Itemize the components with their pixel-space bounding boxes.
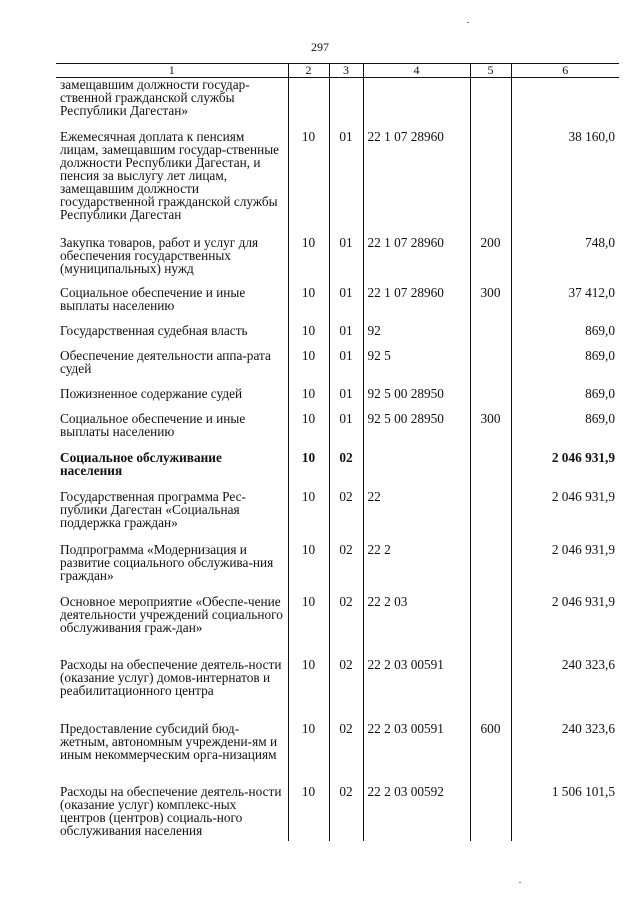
row-description: Пожизненное содержание судей — [60, 386, 243, 401]
table-row — [56, 658, 619, 722]
row-description: Социальное обслуживание населения — [60, 450, 222, 478]
row-description: Расходы на обеспечение деятель-ности (оказание услуг) комплекс-ных центров (центров) социаль-ного обслуживания населения — [60, 784, 282, 838]
row-section: 10 — [288, 387, 329, 412]
row-subsection: 02 — [329, 658, 363, 722]
row-target-code: 22 2 03 — [363, 595, 470, 658]
row-expense-type — [470, 785, 511, 841]
row-section: 10 — [288, 349, 329, 387]
column-header-4: 4 — [363, 64, 470, 78]
column-header-row — [56, 64, 619, 78]
row-amount: 869,0 — [511, 387, 619, 412]
row-description: Социальное обеспечение и иные выплаты населению — [60, 285, 246, 313]
row-expense-type — [470, 78, 511, 131]
row-expense-type: 300 — [470, 286, 511, 324]
column-header-3: 3 — [329, 64, 363, 78]
row-section: 10 — [288, 785, 329, 841]
table-row — [56, 785, 619, 841]
budget-table — [56, 63, 619, 841]
row-subsection: 02 — [329, 595, 363, 658]
table-row — [56, 595, 619, 658]
row-target-code — [363, 451, 470, 490]
column-header-5: 5 — [470, 64, 511, 78]
row-target-code: 22 2 03 00591 — [363, 722, 470, 785]
row-section: 10 — [288, 412, 329, 451]
column-header-6: 6 — [511, 64, 619, 78]
row-amount: 38 160,0 — [511, 130, 619, 236]
row-subsection: 01 — [329, 387, 363, 412]
row-subsection: 01 — [329, 286, 363, 324]
row-target-code: 92 5 00 28950 — [363, 412, 470, 451]
table-row — [56, 387, 619, 412]
row-subsection: 01 — [329, 236, 363, 286]
row-section: 10 — [288, 658, 329, 722]
row-amount: 37 412,0 — [511, 286, 619, 324]
row-amount: 240 323,6 — [511, 658, 619, 722]
row-target-code: 92 5 — [363, 349, 470, 387]
row-section: 10 — [288, 543, 329, 595]
table-row — [56, 349, 619, 387]
row-section: 10 — [288, 451, 329, 490]
row-target-code: 22 1 07 28960 — [363, 130, 470, 236]
row-target-code: 92 — [363, 324, 470, 349]
row-subsection: 02 — [329, 543, 363, 595]
row-description: Обеспечение деятельности аппа-рата судей — [60, 348, 271, 376]
row-expense-type — [470, 543, 511, 595]
row-subsection: 02 — [329, 722, 363, 785]
row-amount: 240 323,6 — [511, 722, 619, 785]
row-description: Ежемесячная доплата к пенсиям лицам, замещавшим государ-ственные должности Республики Дагестан, и пенсия за выслугу лет лицам, замещавшим должности государственной гражданской службы Республики Дагестан — [60, 129, 280, 222]
row-target-code: 22 1 07 28960 — [363, 286, 470, 324]
row-section — [288, 78, 329, 131]
row-section: 10 — [288, 236, 329, 286]
row-subsection — [329, 78, 363, 131]
table-row — [56, 490, 619, 543]
row-expense-type — [470, 324, 511, 349]
table-row — [56, 236, 619, 286]
row-expense-type — [470, 130, 511, 236]
row-description: Закупка товаров, работ и услуг для обеспечения государственных (муниципальных) нужд — [60, 235, 259, 276]
row-section: 10 — [288, 130, 329, 236]
row-section: 10 — [288, 286, 329, 324]
row-expense-type — [470, 658, 511, 722]
row-target-code: 22 2 03 00592 — [363, 785, 470, 841]
table-row — [56, 543, 619, 595]
row-description: Социальное обеспечение и иные выплаты населению — [60, 411, 246, 439]
table-row — [56, 78, 619, 131]
table-row — [56, 130, 619, 236]
row-description: Основное мероприятие «Обеспе-чение деятельности учреждений социального обслуживания граж-дан» — [60, 594, 283, 635]
page-number: 297 — [311, 40, 329, 54]
row-amount: 869,0 — [511, 412, 619, 451]
row-target-code: 22 1 07 28960 — [363, 236, 470, 286]
row-amount — [511, 78, 619, 131]
row-description: Расходы на обеспечение деятель-ности (оказание услуг) домов-интернатов и реабилитационного центра — [60, 657, 282, 698]
row-subsection: 02 — [329, 490, 363, 543]
row-amount: 1 506 101,5 — [511, 785, 619, 841]
row-description: замещавшим должности государ-ственной гражданской службы Республики Дагестан» — [60, 77, 250, 118]
row-section: 10 — [288, 722, 329, 785]
row-amount: 2 046 931,9 — [511, 451, 619, 490]
row-expense-type — [470, 387, 511, 412]
row-subsection: 02 — [329, 451, 363, 490]
row-amount: 869,0 — [511, 349, 619, 387]
row-amount: 2 046 931,9 — [511, 595, 619, 658]
row-section: 10 — [288, 490, 329, 543]
row-subsection: 01 — [329, 412, 363, 451]
row-description: Предоставление субсидий бюд-жетным, автономным учреждени-ям и иным некоммерческим орга-низациям — [60, 721, 278, 762]
row-expense-type — [470, 490, 511, 543]
row-expense-type: 300 — [470, 412, 511, 451]
scan-mark — [519, 882, 521, 883]
row-description: Государственная судебная власть — [60, 323, 248, 338]
row-description: Государственная программа Рес-публики Дагестан «Социальная поддержка граждан» — [60, 489, 246, 530]
table-row — [56, 722, 619, 785]
row-subsection: 01 — [329, 324, 363, 349]
table-row — [56, 412, 619, 451]
table-body — [56, 78, 619, 842]
column-header-1: 1 — [56, 64, 288, 78]
row-subsection: 02 — [329, 785, 363, 841]
row-target-code: 22 — [363, 490, 470, 543]
row-section: 10 — [288, 595, 329, 658]
row-subsection: 01 — [329, 349, 363, 387]
column-header-2: 2 — [288, 64, 329, 78]
row-target-code: 22 2 — [363, 543, 470, 595]
row-target-code: 92 5 00 28950 — [363, 387, 470, 412]
row-expense-type — [470, 595, 511, 658]
row-section: 10 — [288, 324, 329, 349]
row-expense-type — [470, 349, 511, 387]
scan-mark — [467, 22, 469, 23]
row-target-code: 22 2 03 00591 — [363, 658, 470, 722]
row-expense-type: 200 — [470, 236, 511, 286]
row-target-code — [363, 78, 470, 131]
row-description: Подпрограмма «Модернизация и развитие социального обслужива-ния граждан» — [60, 542, 274, 583]
table-row — [56, 286, 619, 324]
row-expense-type — [470, 451, 511, 490]
row-subsection: 01 — [329, 130, 363, 236]
table-row — [56, 451, 619, 490]
row-amount: 2 046 931,9 — [511, 543, 619, 595]
table-row — [56, 324, 619, 349]
row-amount: 2 046 931,9 — [511, 490, 619, 543]
row-expense-type: 600 — [470, 722, 511, 785]
row-amount: 748,0 — [511, 236, 619, 286]
row-amount: 869,0 — [511, 324, 619, 349]
